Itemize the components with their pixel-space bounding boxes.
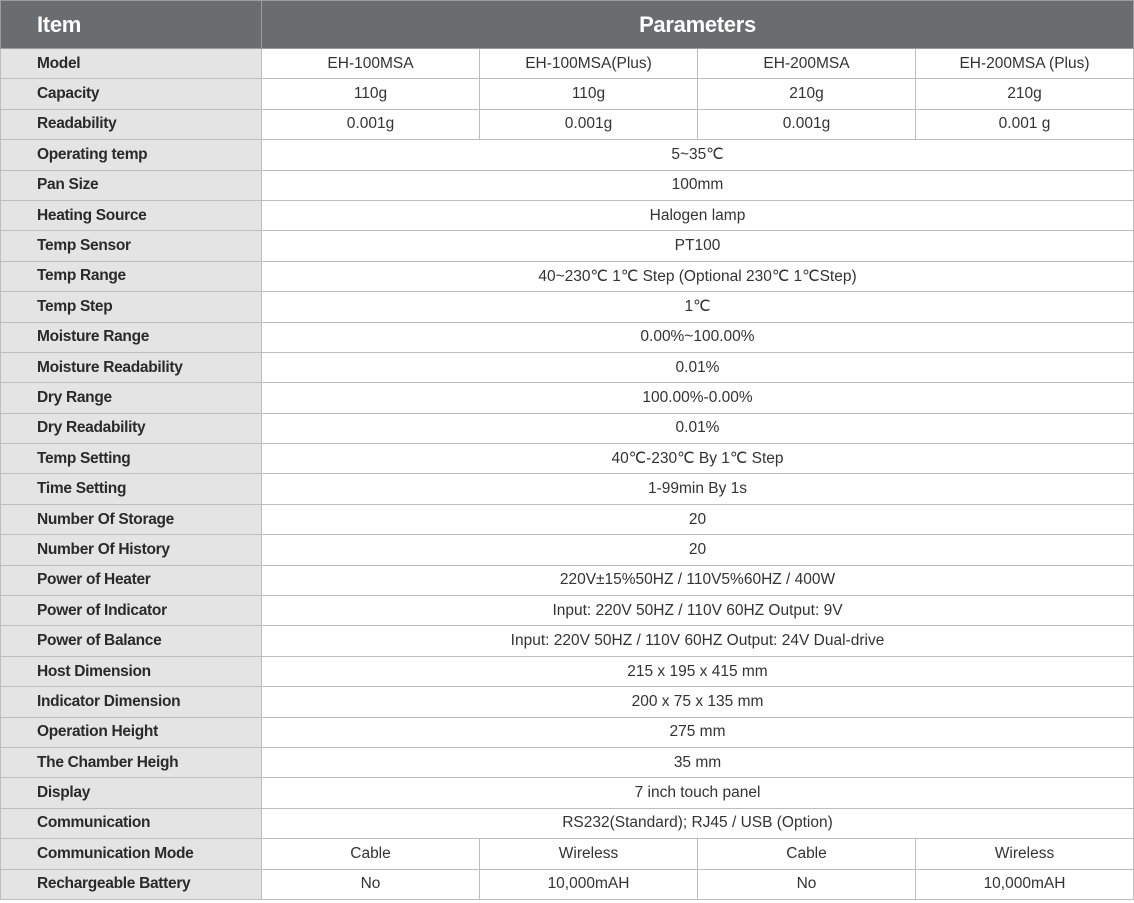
row-label: Display (1, 778, 262, 808)
table-row (1, 626, 1134, 656)
row-value: Wireless (916, 839, 1134, 869)
row-value: RS232(Standard); RJ45 / USB (Option) (262, 808, 1134, 838)
row-label: Host Dimension (1, 656, 262, 686)
row-label: The Chamber Heigh (1, 747, 262, 777)
row-label: Moisture Readability (1, 352, 262, 382)
row-label: Model (1, 49, 262, 79)
row-value: 110g (262, 79, 480, 109)
row-value: 1℃ (262, 292, 1134, 322)
row-value: 1-99min By 1s (262, 474, 1134, 504)
row-value: 0.001 g (916, 109, 1134, 139)
row-label: Readability (1, 109, 262, 139)
table-row (1, 79, 1134, 109)
table-row (1, 261, 1134, 291)
table-row (1, 687, 1134, 717)
parameters-header: Parameters (262, 1, 1134, 49)
row-value: 0.01% (262, 352, 1134, 382)
row-value: Input: 220V 50HZ / 110V 60HZ Output: 24V Dual-drive (262, 626, 1134, 656)
row-value: EH-100MSA(Plus) (480, 49, 698, 79)
table-row (1, 140, 1134, 170)
table-row (1, 717, 1134, 747)
row-label: Capacity (1, 79, 262, 109)
row-value: 5~35℃ (262, 140, 1134, 170)
table-row (1, 352, 1134, 382)
row-value: Input: 220V 50HZ / 110V 60HZ Output: 9V (262, 596, 1134, 626)
row-label: Dry Readability (1, 413, 262, 443)
row-label: Time Setting (1, 474, 262, 504)
row-label: Rechargeable Battery (1, 869, 262, 899)
row-value: 210g (698, 79, 916, 109)
row-value: 110g (480, 79, 698, 109)
row-value: 215 x 195 x 415 mm (262, 656, 1134, 686)
row-value: 0.00%~100.00% (262, 322, 1134, 352)
row-value: 100.00%-0.00% (262, 383, 1134, 413)
row-value: 0.01% (262, 413, 1134, 443)
table-row (1, 778, 1134, 808)
table-row (1, 869, 1134, 899)
row-label: Indicator Dimension (1, 687, 262, 717)
row-value: 7 inch touch panel (262, 778, 1134, 808)
row-label: Temp Sensor (1, 231, 262, 261)
table-row (1, 49, 1134, 79)
row-label: Pan Size (1, 170, 262, 200)
row-label: Temp Setting (1, 444, 262, 474)
row-value: 210g (916, 79, 1134, 109)
row-label: Temp Step (1, 292, 262, 322)
row-value: 275 mm (262, 717, 1134, 747)
row-label: Communication (1, 808, 262, 838)
table-row (1, 656, 1134, 686)
table-row (1, 383, 1134, 413)
row-value: EH-200MSA (698, 49, 916, 79)
row-value: Wireless (480, 839, 698, 869)
row-value: PT100 (262, 231, 1134, 261)
row-label: Temp Range (1, 261, 262, 291)
spec-body (1, 49, 1134, 900)
row-value: 0.001g (262, 109, 480, 139)
row-value: 40~230℃ 1℃ Step (Optional 230℃ 1℃Step) (262, 261, 1134, 291)
table-row (1, 200, 1134, 230)
table-row (1, 109, 1134, 139)
row-value: 10,000mAH (916, 869, 1134, 899)
row-value: No (262, 869, 480, 899)
row-value: EH-200MSA (Plus) (916, 49, 1134, 79)
row-label: Operating temp (1, 140, 262, 170)
table-row (1, 596, 1134, 626)
table-row (1, 322, 1134, 352)
row-value: 0.001g (698, 109, 916, 139)
item-header: Item (1, 1, 262, 49)
header-row (1, 1, 1134, 49)
row-value: 20 (262, 535, 1134, 565)
row-label: Heating Source (1, 200, 262, 230)
row-value: 40℃-230℃ By 1℃ Step (262, 444, 1134, 474)
table-row (1, 839, 1134, 869)
row-label: Number Of History (1, 535, 262, 565)
table-row (1, 170, 1134, 200)
row-value: 220V±15%50HZ / 110V5%60HZ / 400W (262, 565, 1134, 595)
row-value: 10,000mAH (480, 869, 698, 899)
row-label: Power of Heater (1, 565, 262, 595)
table-row (1, 747, 1134, 777)
table-row (1, 474, 1134, 504)
row-label: Dry Range (1, 383, 262, 413)
row-value: EH-100MSA (262, 49, 480, 79)
row-label: Operation Height (1, 717, 262, 747)
row-value: Cable (698, 839, 916, 869)
row-label: Power of Indicator (1, 596, 262, 626)
row-value: Cable (262, 839, 480, 869)
table-row (1, 444, 1134, 474)
table-row (1, 808, 1134, 838)
table-row (1, 565, 1134, 595)
row-value: Halogen lamp (262, 200, 1134, 230)
row-value: 200 x 75 x 135 mm (262, 687, 1134, 717)
row-label: Number Of Storage (1, 504, 262, 534)
table-row (1, 535, 1134, 565)
row-value: No (698, 869, 916, 899)
row-label: Moisture Range (1, 322, 262, 352)
row-value: 0.001g (480, 109, 698, 139)
table-row (1, 504, 1134, 534)
table-row (1, 413, 1134, 443)
table-row (1, 292, 1134, 322)
row-label: Power of Balance (1, 626, 262, 656)
row-value: 100mm (262, 170, 1134, 200)
table-row (1, 231, 1134, 261)
row-value: 20 (262, 504, 1134, 534)
row-value: 35 mm (262, 747, 1134, 777)
row-label: Communication Mode (1, 839, 262, 869)
